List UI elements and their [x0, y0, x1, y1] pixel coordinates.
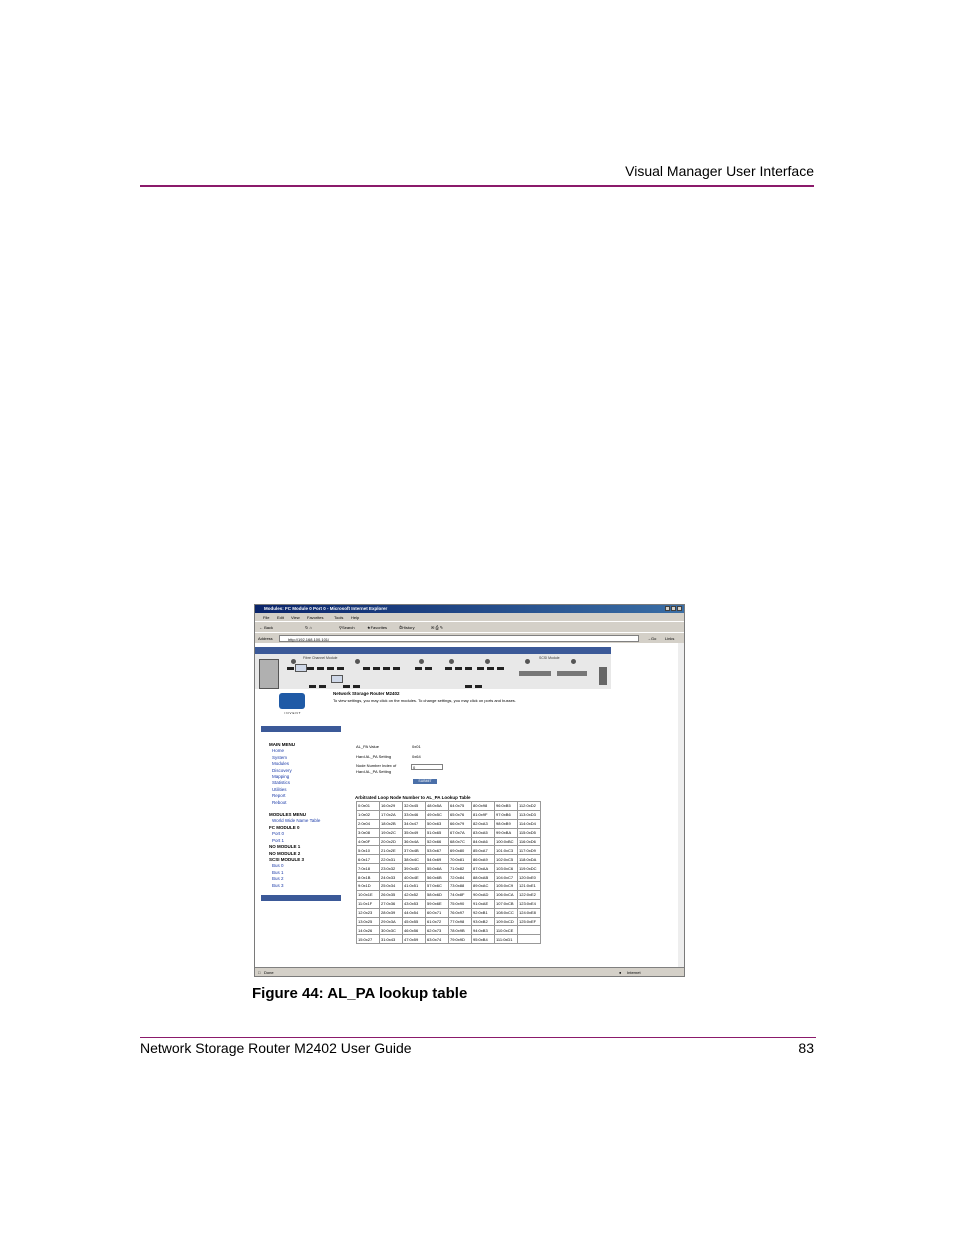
table-cell: 40:0x4E: [403, 873, 426, 882]
scsi-bus-indicator[interactable]: [525, 659, 530, 664]
table-cell: 64:0x75: [449, 802, 472, 811]
table-cell: 19:0x2C: [380, 828, 403, 837]
fc-port-1[interactable]: [331, 675, 343, 683]
table-cell: 15:0x27: [357, 935, 380, 944]
port-slot[interactable]: [343, 685, 350, 688]
table-row: [357, 819, 541, 828]
menu-favorites[interactable]: Favorites: [307, 615, 324, 620]
table-cell: 5:0x10: [357, 846, 380, 855]
table-cell: 86:0xA9: [472, 855, 495, 864]
minimize-icon[interactable]: [665, 606, 670, 611]
go-button[interactable]: →Go: [647, 636, 657, 641]
nav-bus-3[interactable]: Bus 3: [272, 882, 284, 888]
hard-alpa-row: [356, 754, 421, 759]
table-cell: 85:0xA7: [472, 846, 495, 855]
go-label: Go: [651, 636, 657, 641]
table-cell: 98:0xB9: [495, 819, 518, 828]
module-diagram: [255, 647, 611, 689]
router-chassis[interactable]: [259, 659, 279, 689]
table-cell: 51:0x65: [426, 828, 449, 837]
alpa-value: 0x01: [412, 744, 421, 749]
history-button[interactable]: ⏱History: [399, 625, 415, 630]
table-cell: 18:0x2B: [380, 819, 403, 828]
table-cell: 106:0xCA: [495, 890, 518, 899]
header-rule: [140, 185, 814, 187]
nav-report[interactable]: Report: [272, 793, 286, 799]
table-cell: 56:0x6B: [426, 873, 449, 882]
table-cell: [518, 935, 541, 944]
page-number: 83: [798, 1040, 814, 1056]
table-cell: 14:0x26: [357, 926, 380, 935]
scsi-bus-indicator[interactable]: [571, 659, 576, 664]
table-cell: 1:0x02: [357, 810, 380, 819]
lookup-table-title: Arbitrated Loop Node Number to AL_PA Lookup Table: [355, 795, 471, 800]
table-row: [357, 828, 541, 837]
table-cell: 39:0x4D: [403, 864, 426, 873]
table-cell: 115:0xD5: [518, 828, 541, 837]
table-row: [357, 890, 541, 899]
table-row: [357, 935, 541, 944]
node-number-label-2: Hard AL_PA Setting: [356, 769, 392, 774]
table-cell: 8:0x1B: [357, 873, 380, 882]
table-cell: 34:0x47: [403, 819, 426, 828]
table-cell: 122:0xE2: [518, 890, 541, 899]
page-instructions: To view settings, you may click on the modules. To change settings, you may click on ports and busses.: [333, 698, 516, 703]
status-bar: [255, 967, 684, 976]
power-module[interactable]: [599, 667, 607, 685]
port-slot[interactable]: [373, 667, 380, 670]
table-cell: 10:0x1E: [357, 890, 380, 899]
table-cell: 91:0xAE: [472, 899, 495, 908]
table-cell: 102:0xC5: [495, 855, 518, 864]
table-cell: 75:0x90: [449, 899, 472, 908]
search-label: Search: [341, 625, 355, 630]
table-cell: 13:0x25: [357, 917, 380, 926]
refresh-icon[interactable]: ↻ ⌂: [305, 625, 312, 630]
nav-system[interactable]: System: [272, 754, 288, 760]
nav-mapping[interactable]: Mapping: [272, 774, 290, 780]
table-cell: 6:0x17: [357, 855, 380, 864]
node-number-label: Node Number Index of: [356, 763, 397, 768]
sidebar-band-top: [261, 726, 341, 732]
alpa-value-row: [356, 744, 421, 749]
no-module-1: NO MODULE 1: [269, 844, 301, 850]
nav-fc-port-0[interactable]: Port 0: [272, 831, 285, 837]
table-cell: 22:0x31: [380, 855, 403, 864]
table-cell: 94:0xB3: [472, 926, 495, 935]
table-cell: 38:0x4C: [403, 855, 426, 864]
table-cell: 110:0xCE: [495, 926, 518, 935]
table-cell: 62:0x73: [426, 926, 449, 935]
table-cell: 95:0xB4: [472, 935, 495, 944]
port-slot[interactable]: [455, 667, 462, 670]
nav-reboot[interactable]: Reboot: [272, 799, 287, 805]
port-slot[interactable]: [309, 685, 316, 688]
nav-home[interactable]: Home: [272, 748, 285, 754]
table-cell: 116:0xD6: [518, 837, 541, 846]
table-cell: 81:0x9F: [472, 810, 495, 819]
fc-port-0[interactable]: [295, 664, 307, 672]
port-slot[interactable]: [363, 667, 370, 670]
port-slot[interactable]: [415, 667, 422, 670]
table-cell: 47:0x59: [403, 935, 426, 944]
table-row: [357, 846, 541, 855]
table-cell: 108:0xCC: [495, 908, 518, 917]
figure-caption: Figure 44: AL_PA lookup table: [252, 985, 468, 1002]
vertical-scrollbar[interactable]: [678, 643, 684, 969]
table-cell: 89:0xAC: [472, 882, 495, 891]
search-button[interactable]: ⚲Search: [339, 625, 355, 630]
section-header: Visual Manager User Interface: [625, 163, 814, 179]
table-cell: 25:0x34: [380, 882, 403, 891]
nav-discovery[interactable]: Discovery: [272, 767, 292, 773]
favorites-button[interactable]: ★Favorites: [367, 625, 388, 630]
table-cell: 65:0x76: [449, 810, 472, 819]
fc-port-indicator[interactable]: [355, 659, 360, 664]
table-cell: 105:0xC9: [495, 882, 518, 891]
table-cell: 125:0xEF: [518, 917, 541, 926]
nav-fc-port-1[interactable]: Port 1: [272, 837, 285, 843]
node-number-input[interactable]: 0: [411, 764, 443, 770]
menu-view[interactable]: View: [291, 615, 300, 620]
table-cell: 118:0xDA: [518, 855, 541, 864]
table-cell: 63:0x74: [426, 935, 449, 944]
table-cell: 7:0x18: [357, 864, 380, 873]
page-icon: □: [258, 970, 261, 975]
table-cell: 101:0xC3: [495, 846, 518, 855]
scsi-connector[interactable]: [519, 671, 551, 676]
port-slot[interactable]: [353, 685, 360, 688]
table-cell: 12:0x23: [357, 908, 380, 917]
favorites-label: Favorites: [370, 625, 388, 630]
table-cell: 2:0x04: [357, 819, 380, 828]
table-row: [357, 908, 541, 917]
close-icon[interactable]: [677, 606, 682, 611]
table-row: [357, 899, 541, 908]
table-cell: 4:0x0F: [357, 837, 380, 846]
port-slot[interactable]: [393, 667, 400, 670]
links-button[interactable]: Links: [665, 636, 675, 641]
table-cell: 31:0x43: [380, 935, 403, 944]
table-cell: 73:0x88: [449, 882, 472, 891]
zone-text: Internet: [627, 970, 641, 975]
table-cell: 29:0x3A: [380, 917, 403, 926]
table-cell: 28:0x39: [380, 908, 403, 917]
port-slot[interactable]: [317, 667, 324, 670]
table-cell: 114:0xD4: [518, 819, 541, 828]
window-titlebar: [255, 605, 684, 613]
port-slot[interactable]: [319, 685, 326, 688]
table-row: [357, 873, 541, 882]
table-cell: 41:0x51: [403, 882, 426, 891]
footer-rule: [140, 1037, 816, 1038]
port-slot[interactable]: [383, 667, 390, 670]
port-slot[interactable]: [497, 667, 504, 670]
table-cell: 48:0x5A: [426, 802, 449, 811]
table-cell: 82:0xA3: [472, 819, 495, 828]
table-cell: 99:0xBA: [495, 828, 518, 837]
back-button[interactable]: ← Back: [259, 625, 274, 630]
table-cell: 0:0x01: [357, 802, 380, 811]
fc-port-indicator[interactable]: [419, 659, 424, 664]
alpa-value-label: AL_PA Value: [356, 744, 379, 749]
port-slot[interactable]: [475, 685, 482, 688]
menu-bar: [255, 613, 684, 621]
port-slot[interactable]: [465, 667, 472, 670]
port-slot[interactable]: [287, 667, 294, 670]
footer-guide-title: Network Storage Router M2402 User Guide: [140, 1040, 412, 1056]
table-cell: 96:0xB5: [495, 802, 518, 811]
table-cell: 112:0xD2: [518, 802, 541, 811]
address-input[interactable]: http://192.168.100.101/: [279, 635, 639, 642]
table-cell: 46:0x56: [403, 926, 426, 935]
table-cell: 49:0x5C: [426, 810, 449, 819]
scsi-module-label: SCSI Module: [539, 656, 560, 660]
table-cell: 88:0xAB: [472, 873, 495, 882]
table-row: [357, 926, 541, 935]
table-cell: 87:0xAA: [472, 864, 495, 873]
table-cell: 37:0x4B: [403, 846, 426, 855]
table-cell: 53:0x67: [426, 846, 449, 855]
nav-wwn-table[interactable]: World Wide Name Table: [272, 818, 321, 824]
table-cell: 36:0x4A: [403, 837, 426, 846]
table-cell: 76:0x97: [449, 908, 472, 917]
table-cell: 74:0x8F: [449, 890, 472, 899]
table-cell: 121:0xE1: [518, 882, 541, 891]
window-title: Modules: FC Module 0 Port 0 - Microsoft Internet Explorer: [264, 606, 388, 611]
table-cell: 57:0x6C: [426, 882, 449, 891]
menu-tools[interactable]: Tools: [334, 615, 344, 620]
table-cell: 103:0xC6: [495, 864, 518, 873]
module-indicator[interactable]: [449, 659, 454, 664]
menu-help[interactable]: Help: [351, 615, 360, 620]
table-cell: 17:0x2A: [380, 810, 403, 819]
browser-screenshot: [254, 604, 685, 977]
table-cell: 79:0x9D: [449, 935, 472, 944]
no-module-2: NO MODULE 2: [269, 850, 301, 856]
table-cell: 123:0xE4: [518, 899, 541, 908]
status-text: Done: [264, 970, 274, 975]
port-slot[interactable]: [487, 667, 494, 670]
table-cell: 117:0xD9: [518, 846, 541, 855]
table-row: [357, 802, 541, 811]
table-cell: 71:0x82: [449, 864, 472, 873]
table-cell: 90:0xAD: [472, 890, 495, 899]
table-cell: 50:0x63: [426, 819, 449, 828]
history-label: History: [402, 625, 415, 630]
main-menu-heading: MAIN MENU: [269, 742, 295, 747]
logo-tagline: INVENT: [284, 711, 302, 715]
table-cell: 104:0xC7: [495, 873, 518, 882]
table-cell: 61:0x72: [426, 917, 449, 926]
address-label: Address: [258, 636, 273, 641]
table-cell: 16:0x29: [380, 802, 403, 811]
port-slot[interactable]: [425, 667, 432, 670]
page-content: [255, 643, 684, 969]
table-row: [357, 855, 541, 864]
fc-module-label: Fibre Channel Module: [303, 656, 338, 660]
table-cell: 55:0x6A: [426, 864, 449, 873]
table-cell: 120:0xE0: [518, 873, 541, 882]
table-cell: 45:0x55: [403, 917, 426, 926]
table-row: [357, 810, 541, 819]
scsi-module-heading: SCSI MODULE 3: [269, 856, 305, 862]
table-cell: 109:0xCD: [495, 917, 518, 926]
table-cell: 68:0x7C: [449, 837, 472, 846]
table-cell: 21:0x2E: [380, 846, 403, 855]
table-cell: 100:0xBC: [495, 837, 518, 846]
table-cell: 66:0x79: [449, 819, 472, 828]
nav-bus-0[interactable]: Bus 0: [272, 863, 284, 869]
port-slot[interactable]: [307, 667, 314, 670]
table-cell: 67:0x7A: [449, 828, 472, 837]
table-cell: 54:0x69: [426, 855, 449, 864]
table-cell: 32:0x45: [403, 802, 426, 811]
port-slot[interactable]: [477, 667, 484, 670]
port-slot[interactable]: [337, 667, 344, 670]
table-cell: 113:0xD3: [518, 810, 541, 819]
hard-alpa-value: 0x64: [412, 754, 421, 759]
fc-module-heading: FC MODULE 0: [269, 824, 300, 830]
table-cell: 44:0x54: [403, 908, 426, 917]
table-row: [357, 837, 541, 846]
maximize-icon[interactable]: [671, 606, 676, 611]
sidebar-nav: [269, 742, 320, 889]
table-cell: 93:0xB2: [472, 917, 495, 926]
table-cell: 60:0x71: [426, 908, 449, 917]
table-cell: 27:0x36: [380, 899, 403, 908]
table-row: [357, 864, 541, 873]
table-cell: 80:0x98: [472, 802, 495, 811]
table-cell: [518, 926, 541, 935]
table-cell: 30:0x3C: [380, 926, 403, 935]
modules-menu-heading: MODULES MENU: [269, 812, 306, 818]
module-diagram-bar: [255, 647, 611, 654]
table-cell: 42:0x52: [403, 890, 426, 899]
table-cell: 78:0x9B: [449, 926, 472, 935]
table-cell: 23:0x32: [380, 864, 403, 873]
table-cell: 33:0x46: [403, 810, 426, 819]
port-slot[interactable]: [465, 685, 472, 688]
table-row: [357, 882, 541, 891]
nav-modules[interactable]: Modules: [272, 761, 290, 767]
table-cell: 69:0x80: [449, 846, 472, 855]
table-cell: 52:0x66: [426, 837, 449, 846]
table-cell: 83:0xA5: [472, 828, 495, 837]
menu-edit[interactable]: Edit: [277, 615, 284, 620]
table-cell: 59:0x6E: [426, 899, 449, 908]
nav-bus-2[interactable]: Bus 2: [272, 876, 284, 882]
table-cell: 3:0x08: [357, 828, 380, 837]
nav-statistics[interactable]: Statistics: [272, 780, 291, 786]
table-cell: 124:0xE8: [518, 908, 541, 917]
table-cell: 35:0x49: [403, 828, 426, 837]
table-cell: 77:0x98: [449, 917, 472, 926]
table-cell: 58:0x6D: [426, 890, 449, 899]
table-cell: 43:0x53: [403, 899, 426, 908]
table-cell: 84:0xA6: [472, 837, 495, 846]
internet-zone-icon: ●: [619, 970, 622, 975]
table-cell: 72:0x84: [449, 873, 472, 882]
table-cell: 70:0x81: [449, 855, 472, 864]
port-slot[interactable]: [327, 667, 334, 670]
hp-logo: [279, 693, 305, 709]
submit-button[interactable]: SUBMIT: [413, 779, 437, 784]
hard-alpa-label: Hard AL_PA Setting: [356, 754, 392, 759]
nav-bus-1[interactable]: Bus 1: [272, 869, 284, 875]
table-cell: 24:0x33: [380, 873, 403, 882]
module-indicator[interactable]: [485, 659, 490, 664]
table-cell: 97:0xB6: [495, 810, 518, 819]
scsi-connector[interactable]: [557, 671, 587, 676]
table-cell: 92:0xB1: [472, 908, 495, 917]
alpa-lookup-table: [356, 801, 541, 944]
port-slot[interactable]: [445, 667, 452, 670]
back-label: Back: [264, 625, 274, 630]
menu-file[interactable]: File: [263, 615, 270, 620]
nav-utilities[interactable]: Utilities: [272, 786, 287, 792]
table-cell: 11:0x1F: [357, 899, 380, 908]
page-title: Network Storage Router M2402: [333, 691, 400, 696]
sidebar-band-bottom: [261, 895, 341, 901]
table-cell: 107:0xCB: [495, 899, 518, 908]
mail-icon[interactable]: ✉ ⎙ ✎: [431, 625, 444, 630]
table-cell: 26:0x35: [380, 890, 403, 899]
table-cell: 119:0xDC: [518, 864, 541, 873]
table-cell: 20:0x2D: [380, 837, 403, 846]
table-row: [357, 917, 541, 926]
table-cell: 111:0xD1: [495, 935, 518, 944]
table-cell: 9:0x1D: [357, 882, 380, 891]
